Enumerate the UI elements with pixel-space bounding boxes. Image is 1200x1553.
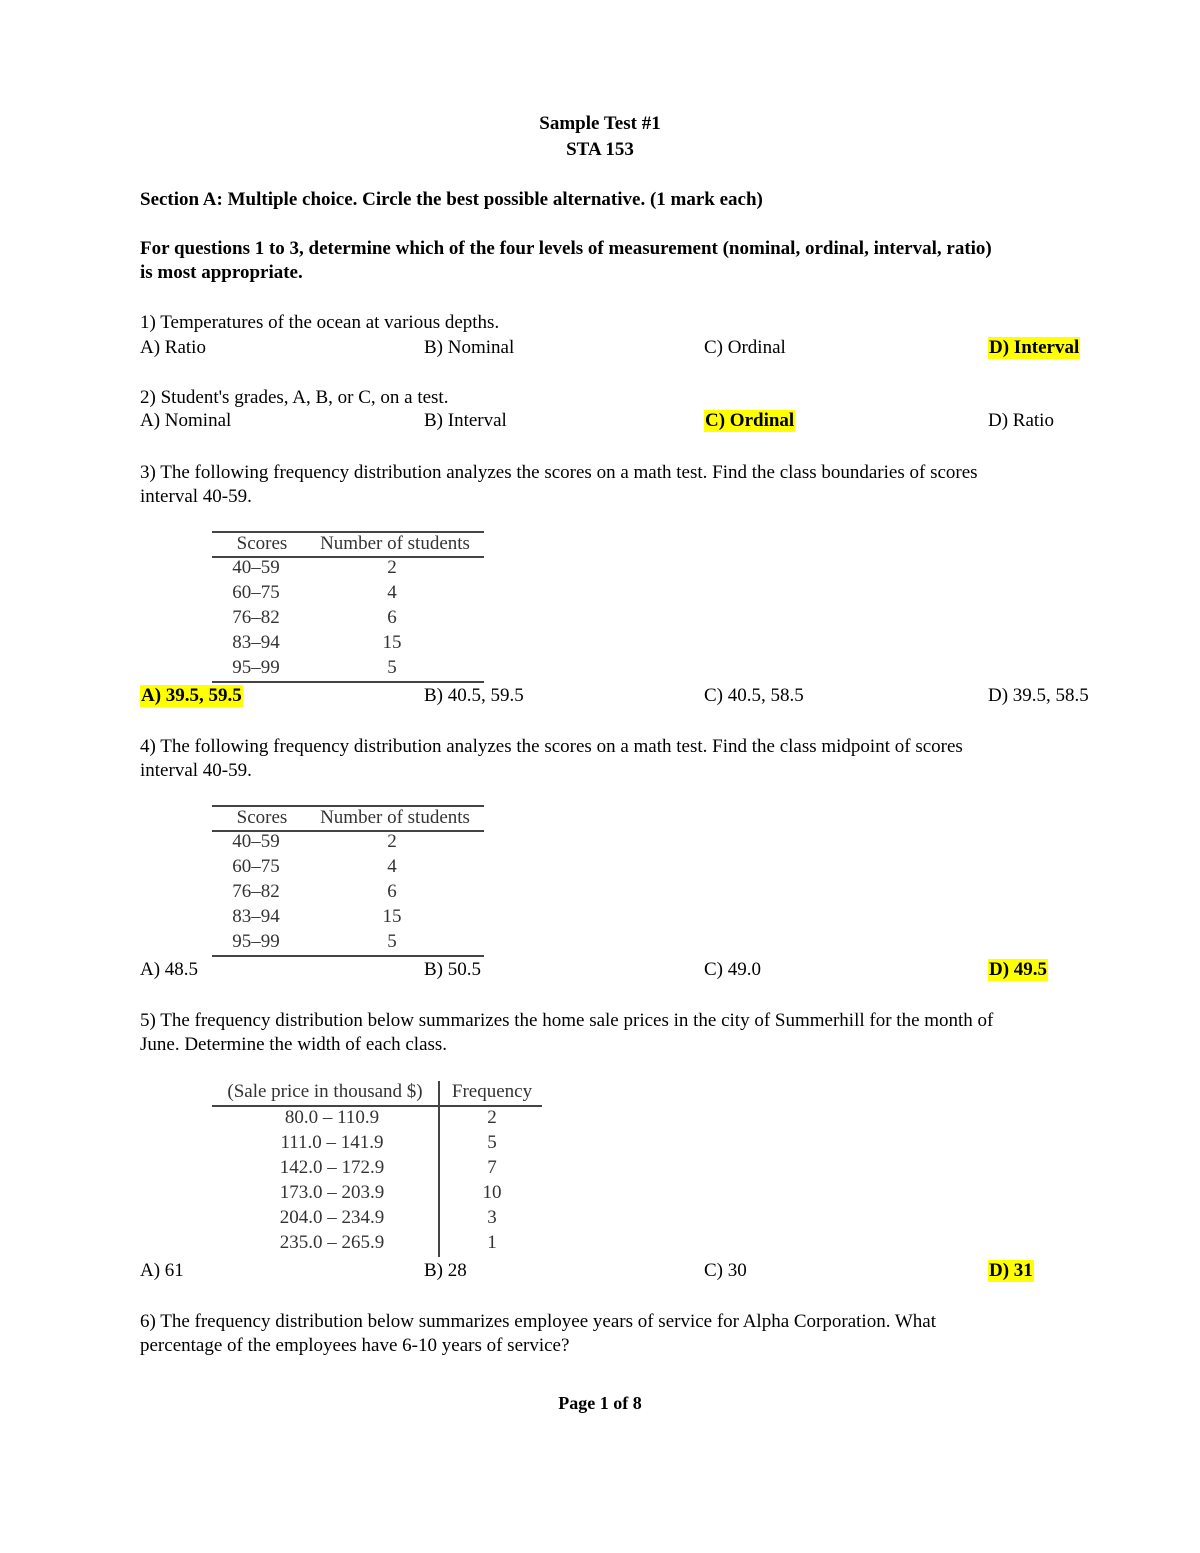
table-cell: 5 [487, 1132, 497, 1153]
q4-option-a[interactable]: A) 48.5 [140, 959, 199, 980]
question-1-options [0, 337, 1200, 361]
table-cell: 83–94 [232, 632, 280, 653]
q2-option-d[interactable]: D) Ratio [988, 410, 1054, 431]
table-cell: 5 [387, 931, 397, 952]
table-header-students: Number of students [320, 807, 470, 828]
question-5-text-line-2: June. Determine the width of each class. [140, 1034, 448, 1055]
q2-option-b[interactable]: B) Interval [424, 410, 507, 431]
table-header-students: Number of students [320, 533, 470, 554]
table-cell: 142.0 – 172.9 [279, 1157, 385, 1178]
q3-frequency-table [212, 531, 484, 683]
table-cell: 2 [387, 557, 397, 578]
table-cell: 15 [382, 906, 402, 927]
table-cell: 10 [482, 1182, 502, 1203]
page-number: Page 1 of 8 [558, 1393, 642, 1413]
q4-option-b[interactable]: B) 50.5 [424, 959, 481, 980]
q5-option-d-answer[interactable]: D) 31 [989, 1260, 1033, 1281]
question-3-options [0, 685, 1200, 709]
table-cell: 83–94 [232, 906, 280, 927]
table-cell: 60–75 [232, 856, 280, 877]
table-header-scores: Scores [236, 807, 288, 828]
q4-option-c[interactable]: C) 49.0 [704, 959, 761, 980]
table-cell: 204.0 – 234.9 [279, 1207, 385, 1228]
question-3-text-line-2: interval 40-59. [140, 486, 252, 507]
table-cell: 40–59 [232, 831, 280, 852]
table-cell: 15 [382, 632, 402, 653]
q3-option-d[interactable]: D) 39.5, 58.5 [988, 685, 1089, 706]
table-cell: 235.0 – 265.9 [279, 1232, 385, 1253]
table-cell: 76–82 [232, 607, 280, 628]
table-cell: 4 [387, 856, 397, 877]
table-cell: 173.0 – 203.9 [279, 1182, 385, 1203]
question-4-text-line-2: interval 40-59. [140, 760, 252, 781]
table-cell: 4 [387, 582, 397, 603]
table-cell: 60–75 [232, 582, 280, 603]
q4-option-d-answer[interactable]: D) 49.5 [989, 959, 1048, 980]
table-cell: 6 [387, 607, 397, 628]
q3-option-c[interactable]: C) 40.5, 58.5 [704, 685, 804, 706]
table-bottom-rule [212, 955, 484, 957]
question-4-options [0, 959, 1200, 983]
q2-option-a[interactable]: A) Nominal [140, 410, 232, 431]
table-cell: 111.0 – 141.9 [280, 1132, 384, 1153]
q4-frequency-table [212, 805, 484, 957]
table-cell: 3 [487, 1207, 497, 1228]
section-heading: Section A: Multiple choice. Circle the best possible alternative. (1 mark each) [140, 189, 763, 210]
instructions-line-2: is most appropriate. [140, 262, 303, 283]
page-title: Sample Test #1 [539, 113, 661, 134]
table-cell: 2 [487, 1107, 497, 1128]
table-cell: 76–82 [232, 881, 280, 902]
question-5-options [0, 1260, 1200, 1284]
instructions-line-1: For questions 1 to 3, determine which of the four levels of measurement (nominal, ordinal, interval, ratio) [140, 238, 992, 259]
question-2-text: 2) Student's grades, A, B, or C, on a test. [140, 387, 449, 408]
question-6-text-line-2: percentage of the employees have 6-10 years of service? [140, 1335, 570, 1356]
q1-option-c[interactable]: C) Ordinal [704, 337, 786, 358]
question-5-text-line-1: 5) The frequency distribution below summarizes the home sale prices in the city of Summerhill for the month of [140, 1010, 994, 1031]
table-bottom-rule [212, 681, 484, 683]
q3-option-b[interactable]: B) 40.5, 59.5 [424, 685, 524, 706]
q5-frequency-table [212, 1081, 542, 1257]
table-cell: 5 [387, 657, 397, 678]
table-cell: 6 [387, 881, 397, 902]
table-cell: 95–99 [232, 931, 280, 952]
q5-option-c[interactable]: C) 30 [704, 1260, 747, 1281]
table-cell: 1 [487, 1232, 497, 1253]
table-header-scores: Scores [236, 533, 288, 554]
question-1-text: 1) Temperatures of the ocean at various depths. [140, 312, 500, 333]
q5-option-b[interactable]: B) 28 [424, 1260, 467, 1281]
q1-option-a[interactable]: A) Ratio [140, 337, 206, 358]
question-6-text-line-1: 6) The frequency distribution below summarizes employee years of service for Alpha Corporation. What [140, 1311, 937, 1332]
table-cell: 7 [487, 1157, 497, 1178]
table-vertical-divider [438, 1081, 440, 1257]
question-4-text-line-1: 4) The following frequency distribution analyzes the scores on a math test. Find the class midpoint of scores [140, 736, 963, 757]
table-cell: 95–99 [232, 657, 280, 678]
question-2-options [0, 410, 1200, 434]
table-cell: 40–59 [232, 557, 280, 578]
table-cell: 2 [387, 831, 397, 852]
question-3-text-line-1: 3) The following frequency distribution analyzes the scores on a math test. Find the class boundaries of scores [140, 462, 978, 483]
q1-option-d-answer[interactable]: D) Interval [989, 337, 1080, 358]
q2-option-c-answer[interactable]: C) Ordinal [705, 410, 795, 431]
table-header-frequency: Frequency [451, 1081, 533, 1102]
q5-option-a[interactable]: A) 61 [140, 1260, 184, 1281]
table-header-price: (Sale price in thousand $) [227, 1081, 423, 1102]
course-code: STA 153 [566, 139, 634, 160]
table-cell: 80.0 – 110.9 [284, 1107, 380, 1128]
q3-option-a-answer[interactable]: A) 39.5, 59.5 [141, 685, 242, 706]
q1-option-b[interactable]: B) Nominal [424, 337, 515, 358]
